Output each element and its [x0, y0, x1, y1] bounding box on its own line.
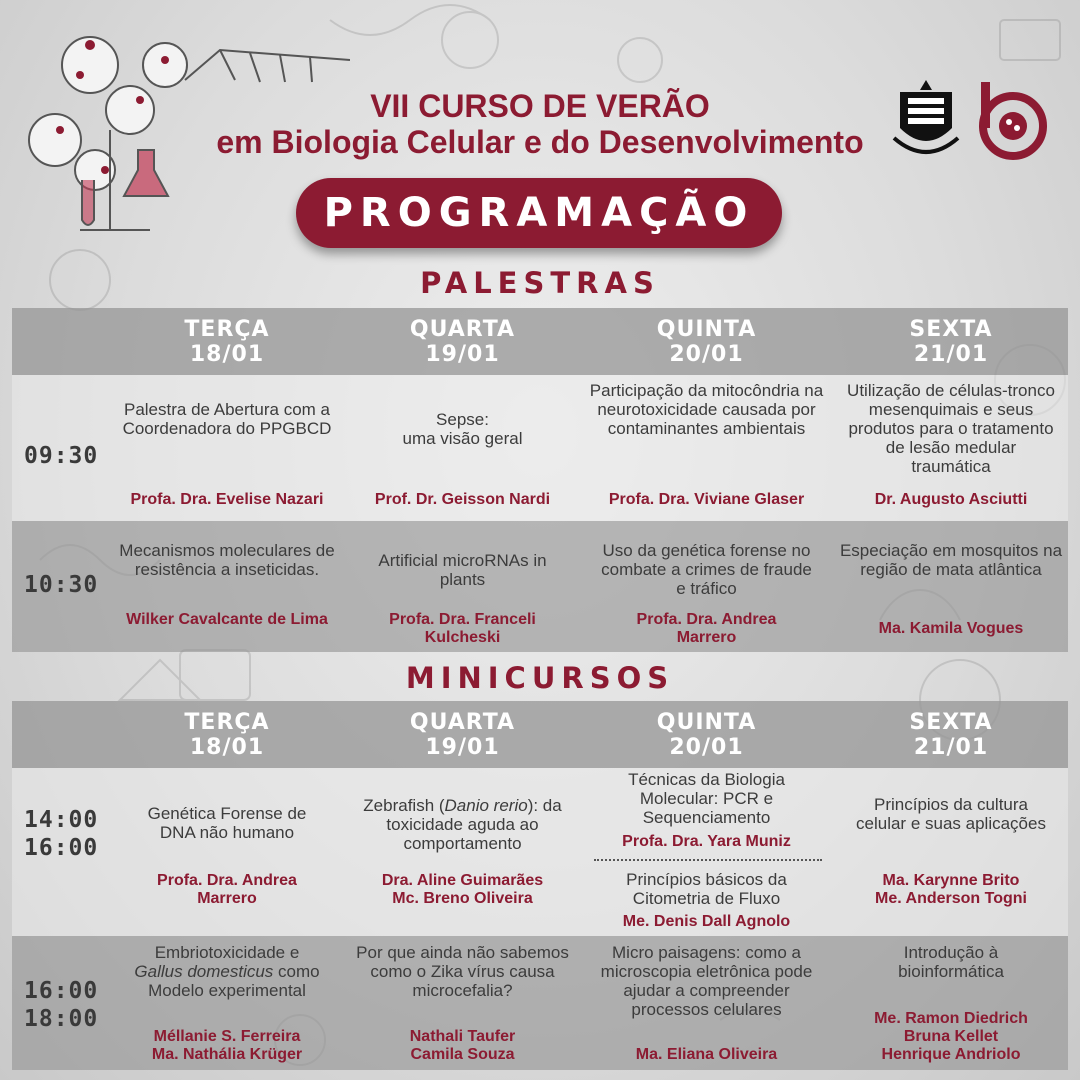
- day-name: SEXTA: [909, 710, 993, 735]
- topic: Utilização de células-tronco mesenquimais e seus produtos para o tratamento de lesão medular traumática: [847, 381, 1055, 476]
- speaker: Nathali Taufer Camila Souza: [409, 1028, 516, 1063]
- divider: [594, 859, 822, 861]
- topic: Artificial microRNAs in plants: [378, 551, 547, 589]
- day-name: QUARTA: [409, 710, 516, 735]
- topic: Participação da mitocôndria na neurotoxicidade causada por contaminantes ambientais: [589, 381, 824, 438]
- day-name: TERÇA: [184, 317, 270, 342]
- topic: [350, 796, 575, 853]
- day-name: QUARTA: [409, 317, 516, 342]
- palestras-day-3: [584, 317, 829, 367]
- topic-part: Embriotoxicidade e: [154, 943, 300, 962]
- speaker: Méllanie S. Ferreira Ma. Nathália Krüger: [151, 1028, 303, 1063]
- speaker: Profa. Dra. Viviane Glaser: [608, 491, 805, 508]
- speaker: Me. Denis Dall Agnolo: [622, 913, 791, 930]
- topic: Uso da genética forense no combate a crimes de fraude e tráfico: [601, 541, 812, 598]
- palestras-day-2: [350, 317, 575, 367]
- day-date: 18/01: [189, 342, 265, 367]
- time-label: 10:30: [24, 572, 99, 598]
- day-name: QUINTA: [656, 317, 757, 342]
- topic: Princípios básicos da Citometria de Fluxo: [626, 870, 787, 908]
- topic: [112, 943, 342, 1000]
- speaker: Ma. Karynne Brito Me. Anderson Togni: [875, 872, 1027, 907]
- topic: Por que ainda não sabemos como o Zika vírus causa microcefalia?: [356, 943, 569, 1000]
- day-date: 20/01: [669, 735, 744, 760]
- time-label: 09:30: [24, 443, 99, 469]
- day-date: 21/01: [913, 735, 989, 760]
- day-date: 20/01: [669, 342, 744, 367]
- topic-part: ): da toxicidade aguda ao comportamento: [386, 796, 562, 853]
- topic: Genética Forense de DNA não humano: [147, 804, 307, 842]
- topic-part: como Modelo experimental: [148, 962, 320, 1000]
- topic: Mecanismos moleculares de resistência a inseticidas.: [119, 541, 335, 579]
- topic: Micro paisagens: como a microscopia eletrônica pode ajudar a compreender processos celulares: [600, 943, 813, 1019]
- speaker: Profa. Dra. Franceli Kulcheski: [389, 611, 536, 646]
- time-label: [24, 806, 114, 862]
- topic: Sepse: uma visão geral: [402, 410, 523, 448]
- time-label: [24, 977, 114, 1033]
- minicursos-day-4: [834, 710, 1068, 760]
- species-name: Danio rerio: [444, 796, 528, 815]
- topic: Especiação em mosquitos na região de mata atlântica: [839, 541, 1063, 579]
- day-name: QUINTA: [656, 710, 757, 735]
- day-date: 19/01: [425, 735, 500, 760]
- palestras-day-4: [834, 317, 1068, 367]
- palestras-day-1: [112, 317, 342, 367]
- minicursos-day-2: [350, 710, 575, 760]
- day-date: 19/01: [425, 342, 500, 367]
- course-title-line1: VII CURSO DE VERÃO: [370, 88, 710, 124]
- speaker: Profa. Dra. Andrea Marrero: [636, 611, 777, 646]
- palestras-title: PALESTRAS: [420, 266, 660, 300]
- speaker: Ma. Kamila Vogues: [878, 620, 1024, 637]
- topic-part: Zebrafish (: [363, 796, 445, 815]
- time-end: 16:00: [24, 835, 99, 861]
- topic: Introdução à bioinformática: [898, 943, 1004, 981]
- speaker: Ma. Eliana Oliveira: [635, 1046, 778, 1063]
- minicursos-day-3: [584, 710, 829, 760]
- day-name: SEXTA: [909, 317, 993, 342]
- day-date: 18/01: [189, 735, 265, 760]
- speaker: Me. Ramon Diedrich Bruna Kellet Henrique Andriolo: [874, 1010, 1028, 1063]
- minicursos-day-1: [112, 710, 342, 760]
- topic: Palestra de Abertura com a Coordenadora do PPGBCD: [122, 400, 332, 438]
- day-date: 21/01: [913, 342, 989, 367]
- programacao-label: PROGRAMAÇÃO: [323, 190, 755, 236]
- day-name: TERÇA: [184, 710, 270, 735]
- time-start: 14:00: [24, 807, 99, 833]
- time-start: 16:00: [24, 978, 99, 1004]
- speaker: Profa. Dra. Andrea Marrero: [157, 872, 297, 907]
- course-title-line2: em Biologia Celular e do Desenvolvimento: [216, 124, 864, 160]
- programacao-banner: [296, 178, 782, 248]
- minicursos-title: MINICURSOS: [405, 661, 675, 695]
- speaker: Dr. Augusto Asciutti: [874, 491, 1028, 508]
- time-end: 18:00: [24, 1006, 99, 1032]
- speaker: Profa. Dra. Yara Muniz: [622, 833, 791, 850]
- speaker: Prof. Dr. Geisson Nardi: [374, 491, 551, 508]
- topic: Princípios da cultura celular e suas aplicações: [856, 795, 1046, 833]
- speaker: Profa. Dra. Evelise Nazari: [130, 491, 324, 508]
- species-name: Gallus domesticus: [134, 962, 274, 981]
- topic: Técnicas da Biologia Molecular: PCR e Sequenciamento: [628, 770, 785, 827]
- speaker: Wilker Cavalcante de Lima: [126, 611, 328, 628]
- speaker: Dra. Aline Guimarães Mc. Breno Oliveira: [381, 872, 544, 907]
